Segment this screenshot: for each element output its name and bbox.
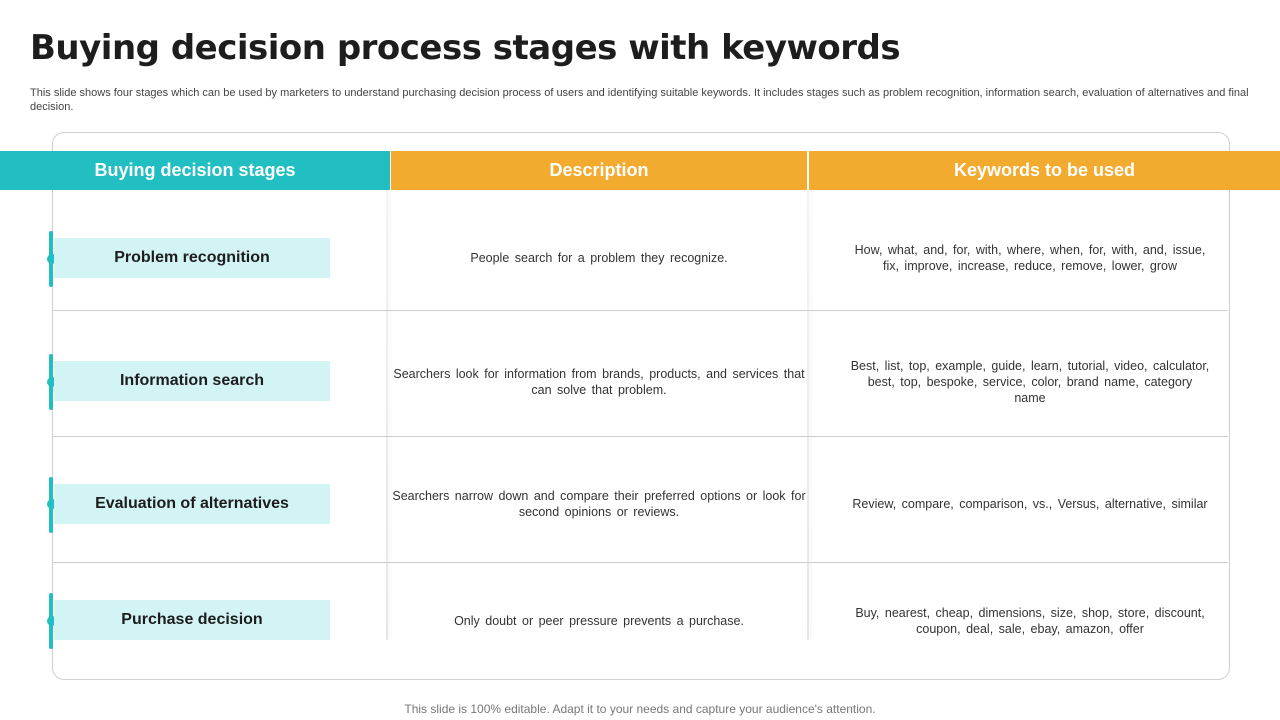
table-row xyxy=(0,437,1280,562)
stage-label: Information search xyxy=(54,361,330,401)
page-title: Buying decision process stages with keywords xyxy=(30,28,901,68)
stage-label: Purchase decision xyxy=(54,600,330,640)
slide-description: This slide shows four stages which can be used by marketers to understand purchasing decision process of users and identifying suitable keywords. It includes stages such as problem recognition, information search, evaluation of alternatives and final decision. xyxy=(30,87,1249,113)
footer-note: This slide is 100% editable. Adapt it to your needs and capture your audience's attention. xyxy=(404,702,876,716)
description-cell: Searchers narrow down and compare their preferred options or look for second opinions or reviews. xyxy=(392,489,806,519)
description-cell: People search for a problem they recognize. xyxy=(470,251,728,265)
keywords-cell: How, what, and, for, with, where, when, for, with, and, issue, fix, improve, increase, reduce, remove, lower, grow xyxy=(854,243,1206,273)
header-keywords: Keywords to be used xyxy=(809,151,1280,190)
keywords-cell: Best, list, top, example, guide, learn, tutorial, video, calculator, best, top, bespoke, service, color, brand name, category name xyxy=(850,359,1210,405)
stage-label: Evaluation of alternatives xyxy=(54,484,330,524)
header-stages: Buying decision stages xyxy=(0,151,390,190)
stage-label: Problem recognition xyxy=(54,238,330,278)
header-description: Description xyxy=(391,151,807,190)
keywords-cell: Review, compare, comparison, vs., Versus, alternative, similar xyxy=(852,497,1208,511)
keywords-cell: Buy, nearest, cheap, dimensions, size, shop, store, discount, coupon, deal, sale, ebay, amazon, offer xyxy=(855,605,1205,636)
table-row xyxy=(0,311,1280,436)
table-row xyxy=(0,563,1280,678)
description-cell: Searchers look for information from brands, products, and services that can solve that problem. xyxy=(393,367,805,397)
description-cell: Only doubt or peer pressure prevents a purchase. xyxy=(454,613,744,628)
table-row xyxy=(0,190,1280,310)
